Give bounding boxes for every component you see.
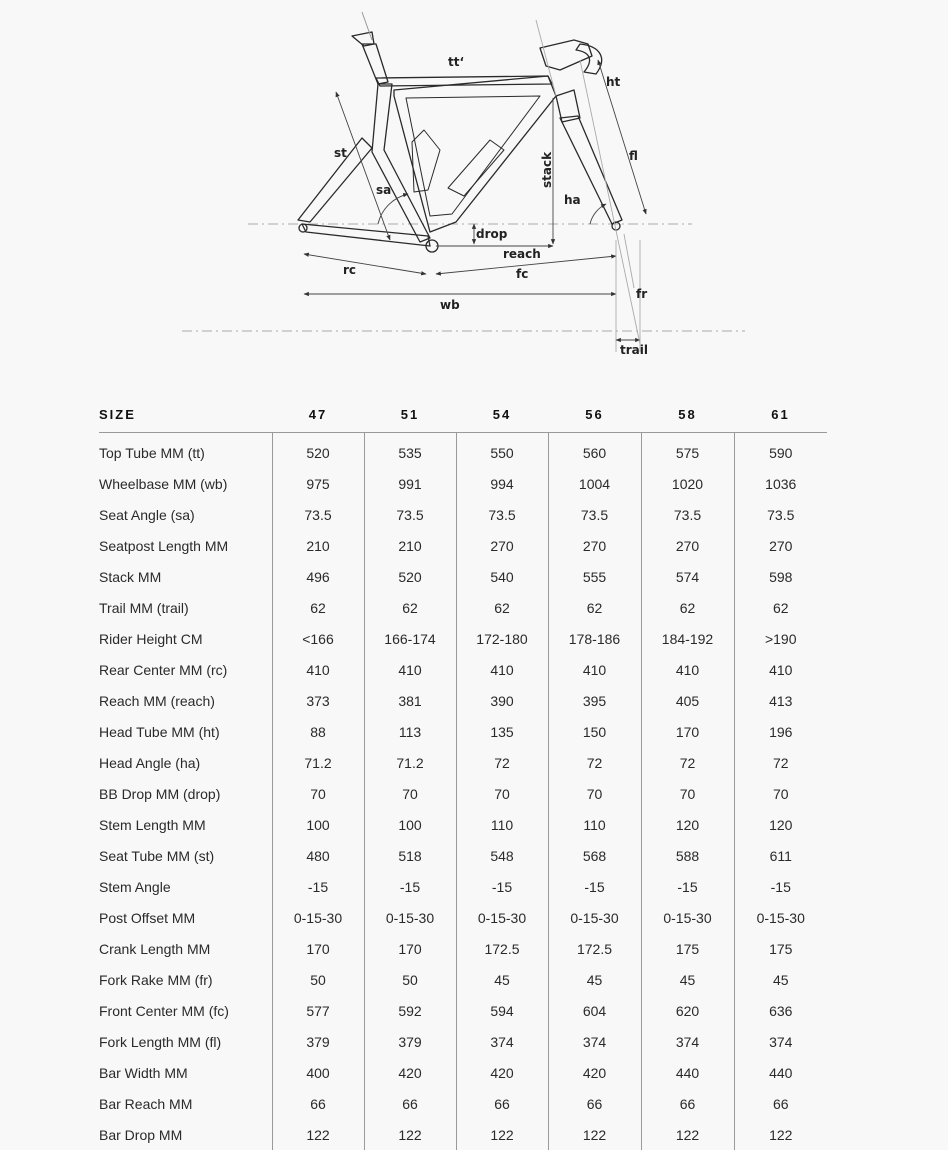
value-cell: 175 [641,933,734,964]
value-cell: 210 [364,530,456,561]
table-row [99,685,827,716]
value-cell: 480 [272,840,364,871]
value-cell: 72 [734,747,827,778]
table-row [99,468,827,499]
value-cell: 520 [272,437,364,468]
value-cell: 410 [548,654,641,685]
value-cell: 0-15-30 [548,902,641,933]
value-cell: 122 [641,1119,734,1150]
row-label: Trail MM (trail) [99,592,272,623]
value-cell: 0-15-30 [272,902,364,933]
label-reach: reach [503,247,541,261]
value-cell: 73.5 [364,499,456,530]
value-cell: 72 [548,747,641,778]
row-label: Seat Tube MM (st) [99,840,272,871]
value-cell: 66 [641,1088,734,1119]
value-cell: 374 [548,1026,641,1057]
value-cell: 72 [456,747,548,778]
value-cell: 70 [272,778,364,809]
value-cell: 113 [364,716,456,747]
value-cell: 66 [734,1088,827,1119]
value-cell: 390 [456,685,548,716]
label-ht: ht [606,75,621,89]
value-cell: 120 [641,809,734,840]
table-row [99,437,827,468]
label-tt: tt‘ [448,55,464,69]
value-cell: 66 [548,1088,641,1119]
table-row [99,592,827,623]
row-label: Reach MM (reach) [99,685,272,716]
table-row [99,499,827,530]
value-cell: 66 [456,1088,548,1119]
value-cell: 73.5 [272,499,364,530]
table-row [99,561,827,592]
bike-geometry-diagram [0,0,948,370]
value-cell: 379 [364,1026,456,1057]
row-label: Seat Angle (sa) [99,499,272,530]
value-cell: 373 [272,685,364,716]
table-row [99,1088,827,1119]
label-drop: drop [476,227,508,241]
row-label: Fork Length MM (fl) [99,1026,272,1057]
size-header: SIZE [99,396,272,433]
value-cell: 575 [641,437,734,468]
value-cell: 413 [734,685,827,716]
value-cell: 555 [548,561,641,592]
table-row [99,1119,827,1150]
row-label: BB Drop MM (drop) [99,778,272,809]
value-cell: 410 [272,654,364,685]
dimension-lines [304,20,646,352]
value-cell: 71.2 [364,747,456,778]
value-cell: 440 [641,1057,734,1088]
table-row [99,902,827,933]
value-cell: 50 [364,964,456,995]
row-label: Crank Length MM [99,933,272,964]
value-cell: 150 [548,716,641,747]
value-cell: 184-192 [641,623,734,654]
value-cell: 73.5 [641,499,734,530]
table-row [99,654,827,685]
value-cell: 172.5 [548,933,641,964]
value-cell: 66 [364,1088,456,1119]
row-label: Top Tube MM (tt) [99,437,272,468]
value-cell: 604 [548,995,641,1026]
value-cell: 420 [364,1057,456,1088]
row-label: Bar Width MM [99,1057,272,1088]
label-fr: fr [636,287,647,301]
table-row [99,778,827,809]
value-cell: 374 [641,1026,734,1057]
value-cell: 594 [456,995,548,1026]
value-cell: 590 [734,437,827,468]
value-cell: 122 [456,1119,548,1150]
value-cell: 374 [456,1026,548,1057]
label-stack: stack [540,151,554,188]
size-header-row [99,396,827,433]
value-cell: 50 [272,964,364,995]
value-cell: 636 [734,995,827,1026]
value-cell: 270 [641,530,734,561]
value-cell: 62 [272,592,364,623]
value-cell: 518 [364,840,456,871]
row-label: Bar Reach MM [99,1088,272,1119]
value-cell: 991 [364,468,456,499]
label-rc: rc [343,263,356,277]
value-cell: 440 [734,1057,827,1088]
value-cell: 122 [734,1119,827,1150]
size-column-header: 58 [641,396,734,433]
value-cell: 270 [734,530,827,561]
row-label: Head Tube MM (ht) [99,716,272,747]
value-cell: 120 [734,809,827,840]
label-wb: wb [440,298,460,312]
table-row [99,623,827,654]
size-column-header: 51 [364,396,456,433]
value-cell: 166-174 [364,623,456,654]
value-cell: -15 [456,871,548,902]
value-cell: 210 [272,530,364,561]
value-cell: 172-180 [456,623,548,654]
table-row [99,995,827,1026]
value-cell: 45 [641,964,734,995]
size-column-header: 56 [548,396,641,433]
label-fl: fl [629,149,638,163]
value-cell: 70 [456,778,548,809]
value-cell: 170 [272,933,364,964]
value-cell: 73.5 [548,499,641,530]
value-cell: 0-15-30 [734,902,827,933]
row-label: Post Offset MM [99,902,272,933]
value-cell: 122 [272,1119,364,1150]
value-cell: 550 [456,437,548,468]
value-cell: -15 [734,871,827,902]
value-cell: 122 [364,1119,456,1150]
value-cell: 45 [456,964,548,995]
value-cell: 270 [456,530,548,561]
value-cell: 122 [548,1119,641,1150]
size-column-header: 47 [272,396,364,433]
value-cell: 175 [734,933,827,964]
value-cell: 381 [364,685,456,716]
value-cell: 170 [364,933,456,964]
value-cell: 1004 [548,468,641,499]
row-label: Front Center MM (fc) [99,995,272,1026]
value-cell: 574 [641,561,734,592]
value-cell: 410 [364,654,456,685]
value-cell: 420 [548,1057,641,1088]
value-cell: 611 [734,840,827,871]
label-trail: trail [620,343,648,357]
bike-frame [298,12,622,252]
value-cell: 0-15-30 [456,902,548,933]
row-label: Stack MM [99,561,272,592]
value-cell: 270 [548,530,641,561]
value-cell: 620 [641,995,734,1026]
value-cell: 496 [272,561,364,592]
value-cell: 62 [548,592,641,623]
value-cell: 62 [641,592,734,623]
value-cell: 975 [272,468,364,499]
table-row [99,716,827,747]
table-row [99,1026,827,1057]
value-cell: 1036 [734,468,827,499]
value-cell: 410 [641,654,734,685]
row-label: Stem Length MM [99,809,272,840]
value-cell: 588 [641,840,734,871]
table-row [99,840,827,871]
value-cell: 548 [456,840,548,871]
label-ha: ha [564,193,581,207]
value-cell: 72 [641,747,734,778]
value-cell: 0-15-30 [364,902,456,933]
value-cell: 73.5 [456,499,548,530]
table-row [99,1057,827,1088]
value-cell: 110 [456,809,548,840]
value-cell: 62 [364,592,456,623]
value-cell: 73.5 [734,499,827,530]
value-cell: 374 [734,1026,827,1057]
value-cell: 994 [456,468,548,499]
value-cell: 100 [272,809,364,840]
value-cell: 70 [641,778,734,809]
row-label: Wheelbase MM (wb) [99,468,272,499]
value-cell: 535 [364,437,456,468]
row-label: Rear Center MM (rc) [99,654,272,685]
value-cell: 196 [734,716,827,747]
value-cell: 178-186 [548,623,641,654]
value-cell: 0-15-30 [641,902,734,933]
geometry-table-body [99,433,827,1150]
geometry-table [99,396,827,1150]
label-fc: fc [516,267,528,281]
value-cell: 592 [364,995,456,1026]
value-cell: 420 [456,1057,548,1088]
row-label: Fork Rake MM (fr) [99,964,272,995]
table-row [99,933,827,964]
value-cell: 70 [548,778,641,809]
value-cell: 540 [456,561,548,592]
value-cell: 170 [641,716,734,747]
size-column-header: 61 [734,396,827,433]
value-cell: 100 [364,809,456,840]
value-cell: 70 [734,778,827,809]
value-cell: 560 [548,437,641,468]
label-st: st [334,146,347,160]
label-sa: sa [376,183,391,197]
value-cell: 45 [548,964,641,995]
value-cell: 405 [641,685,734,716]
value-cell: 70 [364,778,456,809]
row-label: Head Angle (ha) [99,747,272,778]
value-cell: 520 [364,561,456,592]
value-cell: 598 [734,561,827,592]
value-cell: 172.5 [456,933,548,964]
table-row [99,964,827,995]
value-cell: -15 [548,871,641,902]
value-cell: -15 [641,871,734,902]
value-cell: 135 [456,716,548,747]
value-cell: 410 [734,654,827,685]
value-cell: 62 [456,592,548,623]
value-cell: 410 [456,654,548,685]
row-label: Bar Drop MM [99,1119,272,1150]
value-cell: 1020 [641,468,734,499]
value-cell: 568 [548,840,641,871]
table-row [99,809,827,840]
value-cell: -15 [272,871,364,902]
value-cell: 379 [272,1026,364,1057]
table-row [99,747,827,778]
table-row [99,871,827,902]
value-cell: 395 [548,685,641,716]
row-label: Rider Height CM [99,623,272,654]
row-label: Stem Angle [99,871,272,902]
row-label: Seatpost Length MM [99,530,272,561]
value-cell: 110 [548,809,641,840]
value-cell: 62 [734,592,827,623]
value-cell: 400 [272,1057,364,1088]
value-cell: -15 [364,871,456,902]
value-cell: 577 [272,995,364,1026]
value-cell: 45 [734,964,827,995]
value-cell: 71.2 [272,747,364,778]
size-column-header: 54 [456,396,548,433]
value-cell: 88 [272,716,364,747]
table-row [99,530,827,561]
value-cell: 66 [272,1088,364,1119]
value-cell: >190 [734,623,827,654]
value-cell: <166 [272,623,364,654]
